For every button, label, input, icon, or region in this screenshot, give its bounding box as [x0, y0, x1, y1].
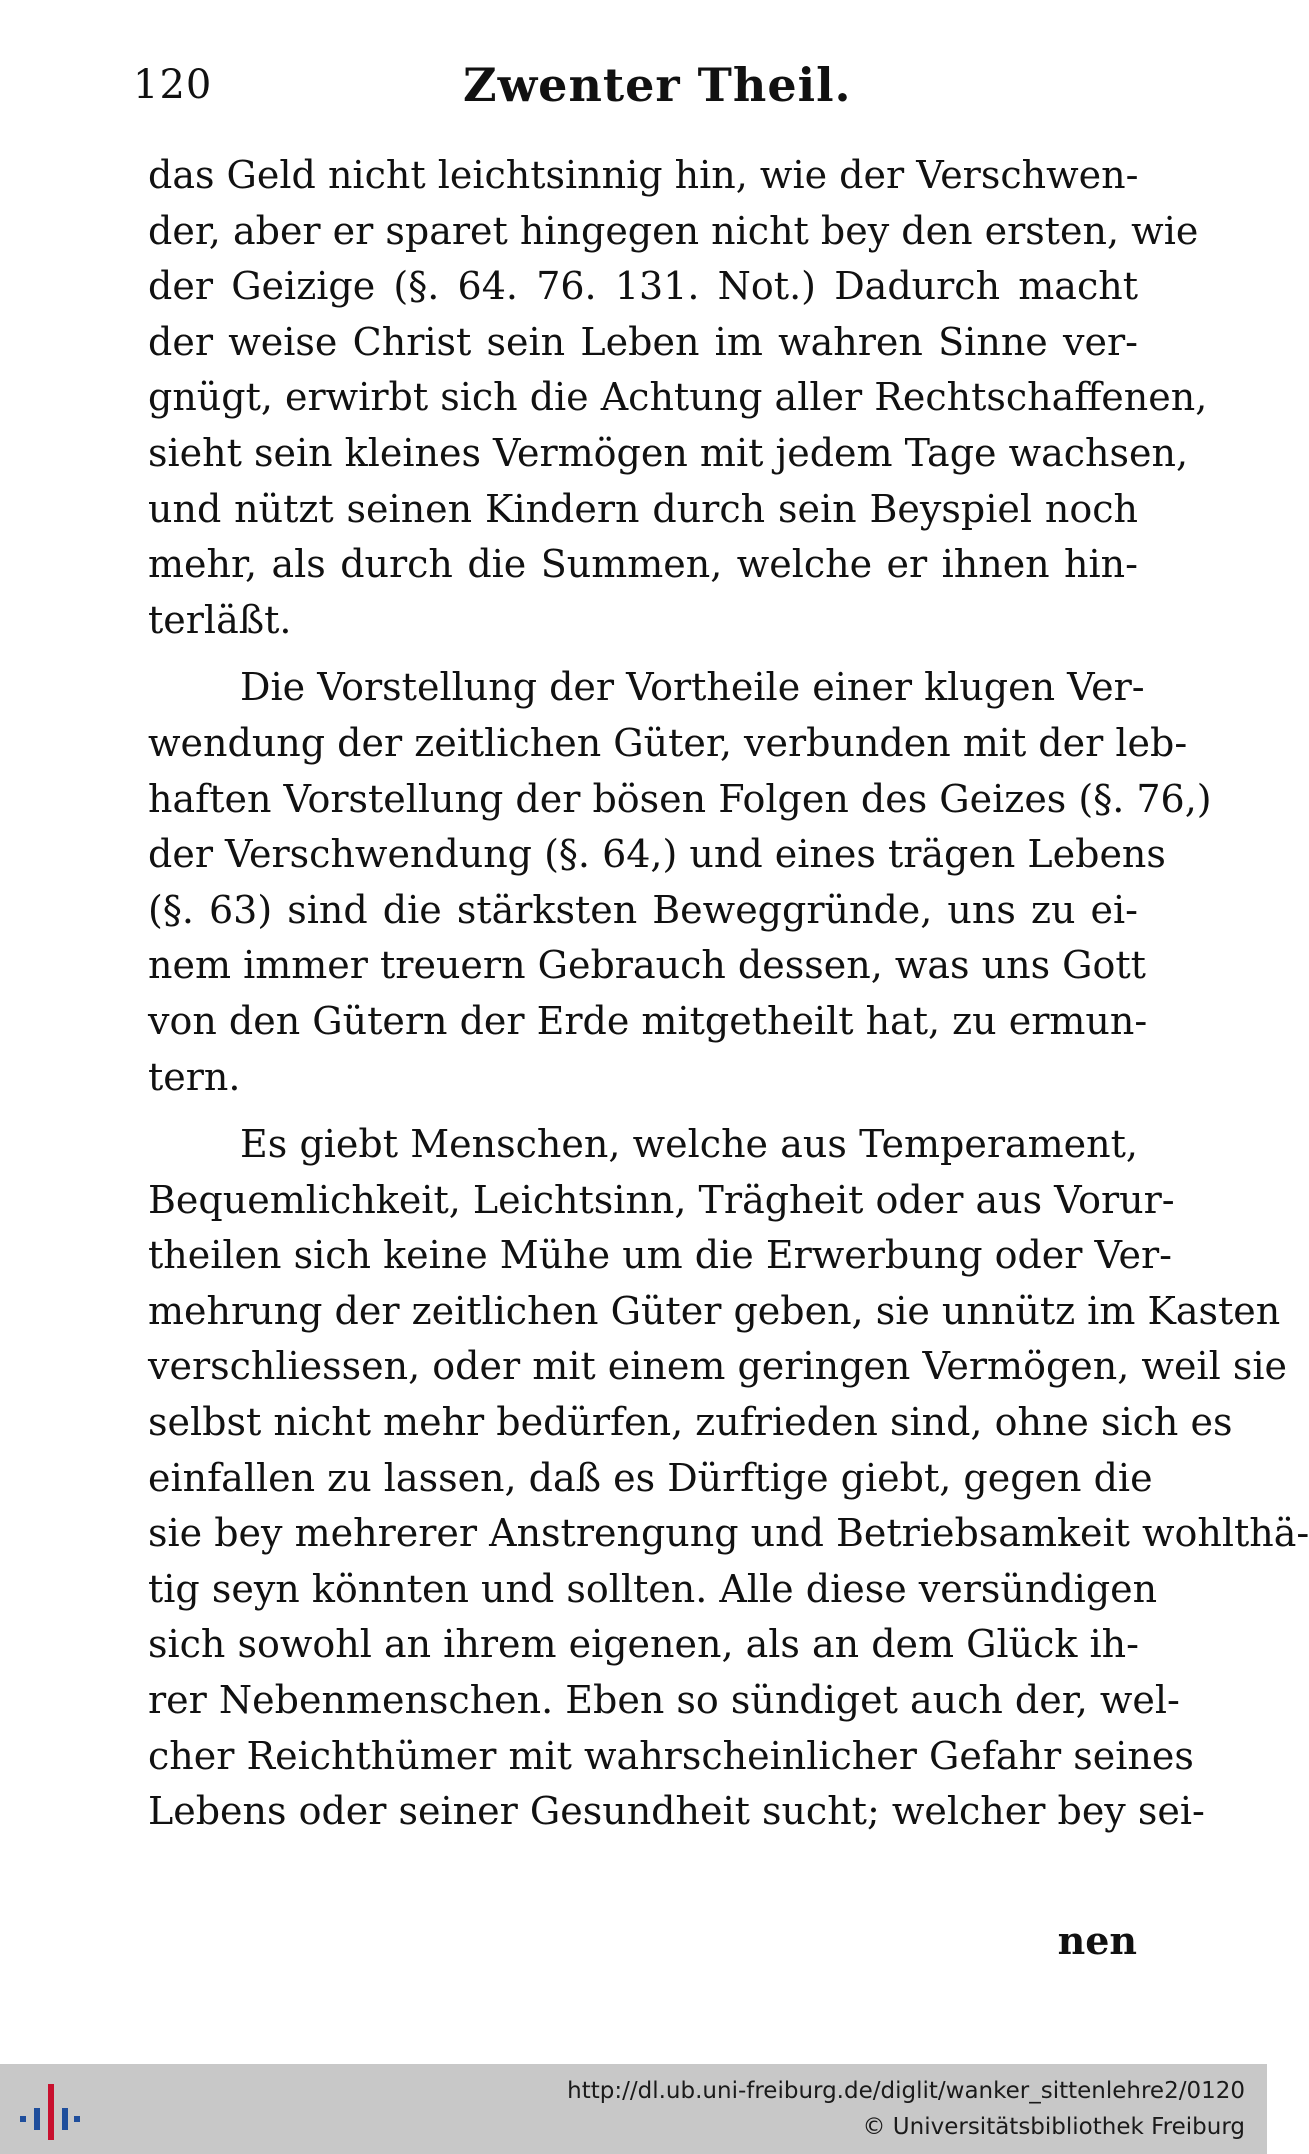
text-line: tig seyn könnten und sollten. Alle diese versündigen: [148, 1566, 1158, 1611]
text-line: selbst nicht mehr bedürfen, zufrieden sind, ohne sich es: [148, 1400, 1233, 1445]
text-line: tern.: [148, 1054, 241, 1099]
ub-freiburg-logo-icon: [14, 2078, 84, 2144]
text-line: theilen sich keine Mühe um die Erwerbung oder Ver-: [148, 1233, 1172, 1278]
text-line: sich sowohl an ihrem eigenen, als an dem Glück ih-: [148, 1622, 1139, 1667]
text-line: mehr, als durch die Summen, welche er ihnen hin-: [148, 542, 1138, 587]
page-header: [133, 52, 1133, 122]
text-line: cher Reichthümer mit wahrscheinlicher Gefahr seines: [148, 1733, 1194, 1778]
text-line: Lebens oder seiner Gesundheit sucht; welcher bey sei-: [148, 1789, 1205, 1834]
text-line: nem immer treuern Gebrauch dessen, was uns Gott: [148, 943, 1146, 988]
text-line: und nützt seinen Kindern durch sein Beyspiel noch: [148, 486, 1138, 531]
text-line: der Geizige (§. 64. 76. 131. Not.) Dadurch macht: [148, 264, 1138, 309]
viewer-footer: [0, 2064, 1267, 2154]
text-line: gnügt, erwirbt sich die Achtung aller Rechtschaffenen,: [148, 375, 1208, 420]
text-line: sieht sein kleines Vermögen mit jedem Tage wachsen,: [148, 430, 1189, 475]
text-line: (§. 63) sind die stärksten Beweggründe, uns zu ei-: [148, 887, 1138, 932]
copyright-notice: © Universitätsbibliothek Freiburg: [862, 2114, 1245, 2140]
page-permalink[interactable]: http://dl.ub.uni-freiburg.de/diglit/wanker_sittenlehre2/0120: [567, 2078, 1245, 2104]
text-line: sie bey mehrerer Anstrengung und Betriebsamkeit wohlthä-: [148, 1511, 1309, 1556]
text-line: rer Nebenmenschen. Eben so sündiget auch der, wel-: [148, 1678, 1180, 1723]
text-line: der Verschwendung (§. 64,) und eines trägen Lebens: [148, 832, 1166, 877]
text-line: Bequemlichkeit, Leichtsinn, Trägheit oder aus Vorur-: [148, 1177, 1175, 1222]
text-line: haften Vorstellung der bösen Folgen des Geizes (§. 76,): [148, 776, 1212, 821]
paragraph-gap: [148, 648, 1138, 660]
text-line: der weise Christ sein Leben im wahren Sinne ver-: [148, 319, 1138, 364]
text-line: mehrung der zeitlichen Güter geben, sie unnütz im Kasten: [148, 1288, 1281, 1333]
text-line: der, aber er sparet hingegen nicht bey den ersten, wie: [148, 208, 1199, 253]
text-line: einfallen zu lassen, daß es Dürftige giebt, gegen die: [148, 1455, 1153, 1500]
running-title: Zwenter Theil.: [463, 58, 852, 112]
paragraph-gap: [148, 1105, 1138, 1117]
text-line: von den Gütern der Erde mitgetheilt hat, zu ermun-: [148, 998, 1148, 1043]
page-number: 120: [133, 62, 213, 108]
text-line: verschliessen, oder mit einem geringen Vermögen, weil sie: [148, 1344, 1287, 1389]
text-line: terläßt.: [148, 597, 292, 642]
text-line: das Geld nicht leichtsinnig hin, wie der Verschwen-: [148, 153, 1139, 197]
catchword: nen: [1057, 1918, 1137, 1963]
text-line: Die Vorstellung der Vortheile einer klugen Ver-: [240, 665, 1145, 710]
text-line: wendung der zeitlichen Güter, verbunden mit der leb-: [148, 720, 1188, 765]
text-line: Es giebt Menschen, welche aus Temperament,: [240, 1122, 1138, 1167]
body-text: [148, 148, 1309, 1840]
